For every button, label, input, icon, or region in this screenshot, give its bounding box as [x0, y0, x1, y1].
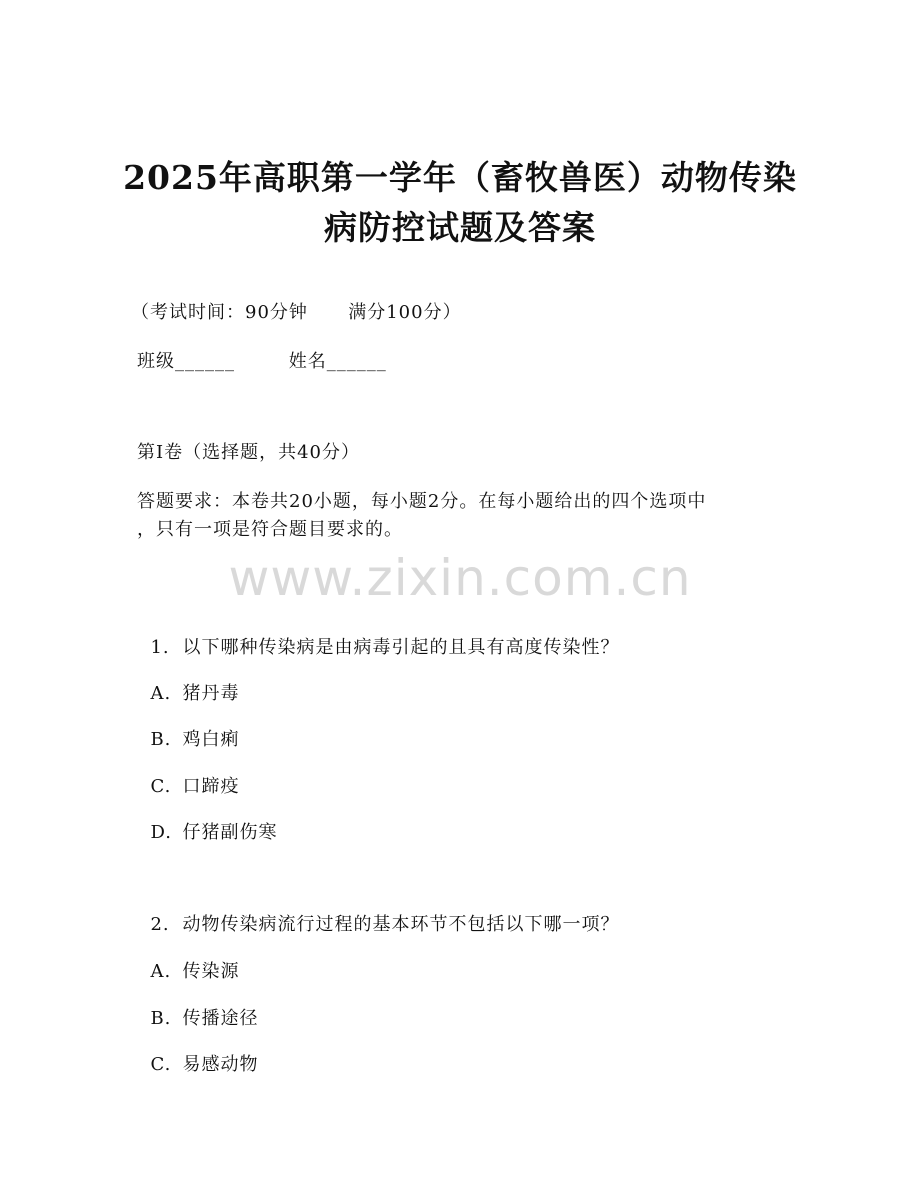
watermark: www.zixin.com.cn	[228, 549, 692, 607]
option-text: 鸡白痢	[182, 729, 240, 750]
requirement-line-2: ，只有一项是符合题目要求的。	[137, 519, 403, 540]
question-number: 1.	[150, 637, 170, 658]
class-name-line: 班级______ 姓名______	[137, 351, 387, 372]
requirement-line-1: 答题要求：本卷共20小题，每小题2分。在每小题给出的四个选项中	[137, 491, 707, 512]
option-1b	[137, 704, 239, 752]
question-number: 2.	[150, 914, 170, 935]
option-2b	[137, 983, 258, 1031]
option-text: 仔猪副伤寒	[182, 822, 278, 843]
option-letter: B.	[150, 1008, 172, 1029]
exam-info: （考试时间：90分钟 满分100分）	[131, 302, 462, 323]
option-letter: C.	[150, 1054, 172, 1075]
option-text: 传染源	[182, 961, 240, 982]
question-1	[137, 612, 619, 660]
option-2c	[137, 1029, 258, 1077]
document-title-line-2: 病防控试题及答案	[324, 208, 596, 247]
question-2	[137, 889, 619, 937]
question-text: 动物传染病流行过程的基本环节不包括以下哪一项？	[182, 914, 620, 935]
option-1d	[137, 797, 277, 845]
question-text: 以下哪种传染病是由病毒引起的且具有高度传染性？	[182, 637, 620, 658]
section-heading: 第I卷（选择题，共40分）	[137, 442, 361, 463]
option-text: 口蹄疫	[182, 776, 240, 797]
document-title-line-1: 2025年高职第一学年（畜牧兽医）动物传染	[123, 158, 797, 197]
option-2a	[137, 936, 239, 984]
option-letter: A.	[150, 961, 172, 982]
option-text: 猪丹毒	[182, 683, 240, 704]
option-letter: B.	[150, 729, 172, 750]
option-1a	[137, 658, 239, 706]
option-letter: A.	[150, 683, 172, 704]
option-text: 易感动物	[182, 1054, 259, 1075]
option-letter: C.	[150, 776, 172, 797]
option-1c	[137, 751, 239, 799]
option-text: 传播途径	[182, 1008, 259, 1029]
option-letter: D.	[150, 822, 172, 843]
